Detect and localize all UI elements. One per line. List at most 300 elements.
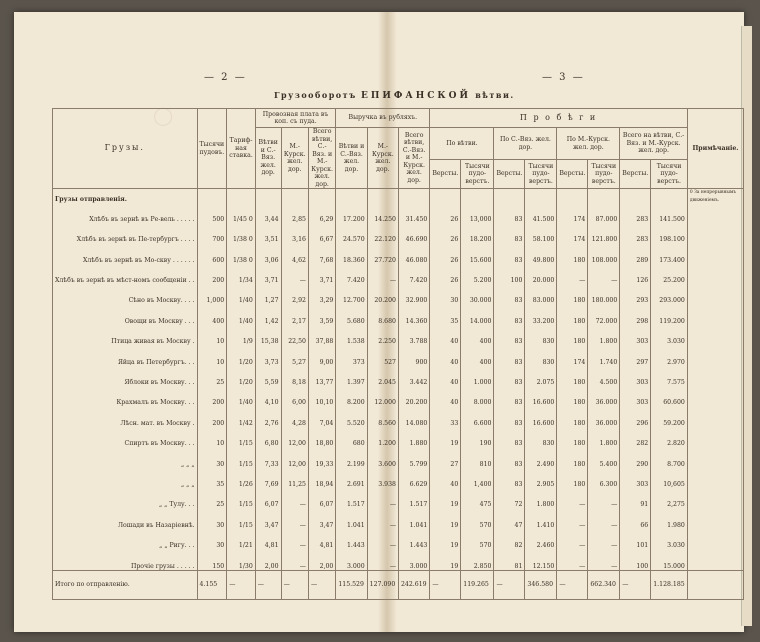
cell-v2: 83 xyxy=(494,468,525,488)
cell-r3: 46.690 xyxy=(399,223,430,243)
cell-r1: 2.199 xyxy=(336,448,367,468)
cell-r2: 3.600 xyxy=(367,448,398,468)
cell-tp: 10 xyxy=(197,427,227,447)
cell-r2: — xyxy=(367,550,398,571)
cell-c3: 9,00 xyxy=(308,346,335,366)
cell-c2: 3,16 xyxy=(281,223,308,243)
cell-r2: 2.045 xyxy=(367,366,398,386)
cell-p3: 1.800 xyxy=(588,325,620,345)
cell-p2: 16.600 xyxy=(525,407,557,427)
cell-tp: 700 xyxy=(197,223,227,243)
cell-p4: 8.700 xyxy=(651,448,688,468)
col-r2: М.-Курск. жел. дор. xyxy=(367,128,398,189)
cell-p3: 36.000 xyxy=(588,387,620,407)
cell-c2: 8,18 xyxy=(281,366,308,386)
cell-tp: 30 xyxy=(197,529,227,549)
col-remarks: Примѣчаніе. xyxy=(687,109,743,189)
cell-v2: 83 xyxy=(494,285,525,305)
cell-r3: 14.080 xyxy=(399,407,430,427)
cell-r2: 12.000 xyxy=(367,387,398,407)
cell-tp: 200 xyxy=(197,264,227,284)
cell-r2: 22.120 xyxy=(367,223,398,243)
cell-r3: 900 xyxy=(399,346,430,366)
cell-p2: 2.905 xyxy=(525,468,557,488)
cell-p3: — xyxy=(588,509,620,529)
cell-c3: 7,04 xyxy=(308,407,335,427)
cell-p1: 5.200 xyxy=(461,264,494,284)
cell-p2: 49.800 xyxy=(525,244,557,264)
cell-c1: 1,42 xyxy=(255,305,281,325)
cell-v3: 180 xyxy=(557,285,588,305)
cell-r2: — xyxy=(367,529,398,549)
cell-r1: 1.443 xyxy=(336,529,367,549)
cell-c3: 3,59 xyxy=(308,305,335,325)
cell-v1: 40 xyxy=(430,387,461,407)
cell-r1: 1.041 xyxy=(336,509,367,529)
cell-p2: 83.000 xyxy=(525,285,557,305)
cell-p1: 2.850 xyxy=(461,550,494,571)
cell-v2: 83 xyxy=(494,325,525,345)
cell-p4: 2.820 xyxy=(651,427,688,447)
col-runs: П р о б ѣ г и xyxy=(430,109,688,128)
cell-p3: 108.000 xyxy=(588,244,620,264)
cell-r3: 7.420 xyxy=(399,264,430,284)
col-c2: М.-Курск. жел. дор. xyxy=(281,128,308,189)
cell-v4: 303 xyxy=(620,325,651,345)
cell-v1: 26 xyxy=(430,244,461,264)
cell-r3: 1.443 xyxy=(399,529,430,549)
col-p3: Тысячи пудо-верстъ. xyxy=(588,160,620,189)
cell-p1: 18.200 xyxy=(461,223,494,243)
cell-v3: 180 xyxy=(557,427,588,447)
col-p2: Тысячи пудо-верстъ. xyxy=(525,160,557,189)
page-number-right: — 3 — xyxy=(542,72,585,83)
cell-v4: — xyxy=(620,571,651,600)
freight-table xyxy=(52,108,744,600)
cell-c2: 6,00 xyxy=(281,387,308,407)
cell-r1: 12.700 xyxy=(336,285,367,305)
cell-c2: — xyxy=(281,529,308,549)
cell-p2: 20.000 xyxy=(525,264,557,284)
col-on-total: Всего на вѣтви, С.-Вяз. и М.-Курск. жел. дор. xyxy=(620,128,688,160)
remark-cell xyxy=(687,244,743,264)
cell-tp: 400 xyxy=(197,305,227,325)
cell-v1: 19 xyxy=(430,488,461,508)
cell-p3: — xyxy=(588,264,620,284)
remark-cell xyxy=(687,488,743,508)
cell-p4: 119.200 xyxy=(651,305,688,325)
cell-c3: 19,33 xyxy=(308,448,335,468)
cell-v2: 83 xyxy=(494,346,525,366)
col-v1: Версты. xyxy=(430,160,461,189)
cell-rate: 1/15 xyxy=(227,488,256,508)
table-row xyxy=(53,366,744,386)
remark-cell xyxy=(687,468,743,488)
cell-v2: 83 xyxy=(494,366,525,386)
open-book xyxy=(14,12,744,632)
cell-v1: 40 xyxy=(430,468,461,488)
cell-rate: 1/38 0 xyxy=(227,244,256,264)
cell-p3: 180.000 xyxy=(588,285,620,305)
cell-c1: 2,00 xyxy=(255,550,281,571)
cell-r1: 1.397 xyxy=(336,366,367,386)
cell-v1: 35 xyxy=(430,305,461,325)
table-row xyxy=(53,509,744,529)
cell-r2: 20.200 xyxy=(367,285,398,305)
cell-r2: — xyxy=(367,509,398,529)
remark-cell xyxy=(687,366,743,386)
cell-r1: 17.200 xyxy=(336,203,367,223)
cell-p1: 1.000 xyxy=(461,366,494,386)
cell-p1: 570 xyxy=(461,529,494,549)
cell-v4: 91 xyxy=(620,488,651,508)
cell-p3: 36.000 xyxy=(588,407,620,427)
cell-c1: 3,51 xyxy=(255,223,281,243)
cell-c2: 4,28 xyxy=(281,407,308,427)
cell-c3: 3,47 xyxy=(308,509,335,529)
cell-c3: 18,80 xyxy=(308,427,335,447)
cell-p2: 346.580 xyxy=(525,571,557,600)
cell-r3: 32.900 xyxy=(399,285,430,305)
cell-p1: 30.000 xyxy=(461,285,494,305)
cell-p2: 58.100 xyxy=(525,223,557,243)
cell-rate: 1/21 xyxy=(227,529,256,549)
cell-r2: 8.560 xyxy=(367,407,398,427)
cell-v4: 303 xyxy=(620,387,651,407)
table-row xyxy=(53,264,744,284)
cell-c1: 6,80 xyxy=(255,427,281,447)
cell-v3: 174 xyxy=(557,346,588,366)
col-on-mk: По М.-Курск. жел. дор. xyxy=(557,128,620,160)
cell-p1: 190 xyxy=(461,427,494,447)
cell-name: Птица живая въ Москву . xyxy=(53,325,198,345)
cell-p2: 830 xyxy=(525,346,557,366)
remark-note: 0 За непрерывнымъ движеніемъ. xyxy=(687,189,743,224)
cell-rate: 1/45 0 xyxy=(227,203,256,223)
cell-p2: 1.410 xyxy=(525,509,557,529)
cell-v1: 19 xyxy=(430,550,461,571)
remark-cell xyxy=(687,387,743,407)
col-on-sv: По С.-Вяз. жел. дор. xyxy=(494,128,557,160)
section-title: Грузы отправленія. xyxy=(53,189,198,204)
cell-r1: 5.680 xyxy=(336,305,367,325)
cell-name: Прочіе грузы . . . . . xyxy=(53,550,198,571)
cell-c3: 13,77 xyxy=(308,366,335,386)
table-row xyxy=(53,468,744,488)
cell-p1: 6.600 xyxy=(461,407,494,427)
cell-r1: 5.520 xyxy=(336,407,367,427)
cell-p3: 5.400 xyxy=(588,448,620,468)
cell-p4: 2.970 xyxy=(651,346,688,366)
cell-v4: 297 xyxy=(620,346,651,366)
cell-v1: 26 xyxy=(430,223,461,243)
cell-p1: 570 xyxy=(461,509,494,529)
cell-v3: — xyxy=(557,509,588,529)
cell-v2: 100 xyxy=(494,264,525,284)
cell-c1: 3,73 xyxy=(255,346,281,366)
cell-r3: 242.619 xyxy=(399,571,430,600)
cell-c2: 12,00 xyxy=(281,427,308,447)
cell-v4: 298 xyxy=(620,305,651,325)
cell-rate: 1/20 xyxy=(227,366,256,386)
cell-v2: 83 xyxy=(494,203,525,223)
cell-p4: 1.980 xyxy=(651,509,688,529)
cell-r1: 115.529 xyxy=(336,571,367,600)
page-title xyxy=(274,90,515,101)
cell-rate: 1/42 xyxy=(227,407,256,427)
cell-r2: 8.680 xyxy=(367,305,398,325)
cell-v2: — xyxy=(494,571,525,600)
remark-cell xyxy=(687,448,743,468)
remark-cell xyxy=(687,407,743,427)
cell-v2: 83 xyxy=(494,448,525,468)
cell-p2: 33.200 xyxy=(525,305,557,325)
table-row xyxy=(53,203,744,223)
col-r3: Всего вѣтви, С.-Вяз. и М.-Курск. жел. дор. xyxy=(399,128,430,189)
col-rev-per-pood: Провозная плата въ коп. съ пуда. xyxy=(255,109,336,128)
col-tariff-rate: Тариф-ная ставка. xyxy=(227,109,256,189)
cell-v3: — xyxy=(557,529,588,549)
cell-r3: 46.080 xyxy=(399,244,430,264)
cell-r3: 1.041 xyxy=(399,509,430,529)
cell-name: Овощи въ Москву . . . xyxy=(53,305,198,325)
cell-r2: 3.938 xyxy=(367,468,398,488)
cell-p2: 12.150 xyxy=(525,550,557,571)
cell-p3: 72.000 xyxy=(588,305,620,325)
cell-p1: 119.265 xyxy=(461,571,494,600)
cell-c3: 6,67 xyxy=(308,223,335,243)
remark-cell xyxy=(687,223,743,243)
cell-v1: 40 xyxy=(430,325,461,345)
cell-name: Яблоки въ Москву. . . xyxy=(53,366,198,386)
cell-c2: 22,50 xyxy=(281,325,308,345)
cell-name: Лѣсн. мат. въ Москву . xyxy=(53,407,198,427)
cell-p4: 198.100 xyxy=(651,223,688,243)
cell-r1: 1.517 xyxy=(336,488,367,508)
cell-name: Спиртъ въ Москву. . . xyxy=(53,427,198,447)
cell-v4: 303 xyxy=(620,468,651,488)
cell-r1: 7.420 xyxy=(336,264,367,284)
cell-v3: 180 xyxy=(557,468,588,488)
cell-tp: 35 xyxy=(197,468,227,488)
cell-p4: 10,605 xyxy=(651,468,688,488)
cell-c2: 12,00 xyxy=(281,448,308,468)
col-thousand-poods: Тысячи пудовъ. xyxy=(197,109,227,189)
cell-v2: 81 xyxy=(494,550,525,571)
cell-p4: 141.500 xyxy=(651,203,688,223)
page-number-left: — 2 — xyxy=(204,72,247,83)
cell-rate: 1/40 xyxy=(227,305,256,325)
cell-c3: — xyxy=(308,571,335,600)
table-row xyxy=(53,448,744,468)
cell-r2: 27.720 xyxy=(367,244,398,264)
table-row xyxy=(53,325,744,345)
cell-name: Итого по отправленію. xyxy=(53,571,198,600)
cell-v3: 180 xyxy=(557,448,588,468)
cell-c1: 5,59 xyxy=(255,366,281,386)
cell-c3: 18,94 xyxy=(308,468,335,488)
remark-cell xyxy=(687,264,743,284)
cell-v2: 83 xyxy=(494,407,525,427)
cell-v4: 296 xyxy=(620,407,651,427)
cell-v3: 174 xyxy=(557,223,588,243)
cell-c1: 4,10 xyxy=(255,387,281,407)
cell-tp: 4.155 xyxy=(197,571,227,600)
cell-r3: 3.788 xyxy=(399,325,430,345)
cell-c3: 6,29 xyxy=(308,203,335,223)
col-v3: Версты. xyxy=(557,160,588,189)
cell-p2: 2.490 xyxy=(525,448,557,468)
remark-cell xyxy=(687,285,743,305)
table-row xyxy=(53,387,744,407)
cell-c3: 37,88 xyxy=(308,325,335,345)
cell-r3: 14.360 xyxy=(399,305,430,325)
cell-p3: — xyxy=(588,529,620,549)
cell-r1: 24.570 xyxy=(336,223,367,243)
cell-r2: 14.250 xyxy=(367,203,398,223)
cell-r3: 3.442 xyxy=(399,366,430,386)
cell-r2: 127.090 xyxy=(367,571,398,600)
col-revenue: Выручка въ рубляхъ. xyxy=(336,109,430,128)
cell-p4: 1.128.185 xyxy=(651,571,688,600)
cell-rate: — xyxy=(227,571,256,600)
cell-p3: — xyxy=(588,550,620,571)
cell-v1: 30 xyxy=(430,285,461,305)
title-part-3: вѣтви. xyxy=(475,90,515,100)
cell-p1: 1,400 xyxy=(461,468,494,488)
table-row xyxy=(53,346,744,366)
cell-rate: 1/15 xyxy=(227,448,256,468)
col-p1: Тысячи пудо-верстъ. xyxy=(461,160,494,189)
cell-v2: 83 xyxy=(494,427,525,447)
cell-v4: 283 xyxy=(620,223,651,243)
remark-cell xyxy=(687,571,743,600)
cell-c1: 7,33 xyxy=(255,448,281,468)
cell-name: Яйца въ Петербургъ. . . xyxy=(53,346,198,366)
cell-tp: 500 xyxy=(197,203,227,223)
cell-tp: 30 xyxy=(197,448,227,468)
cell-name: Хлѣбъ въ зернѣ въ Ре-вель . . . . . xyxy=(53,203,198,223)
cell-v2: 82 xyxy=(494,529,525,549)
cell-v2: 47 xyxy=(494,509,525,529)
cell-p2: 830 xyxy=(525,325,557,345)
cell-c1: — xyxy=(255,571,281,600)
cell-c1: 3,47 xyxy=(255,509,281,529)
cell-p1: 400 xyxy=(461,325,494,345)
cell-c2: 11,25 xyxy=(281,468,308,488)
cell-c1: 4,81 xyxy=(255,529,281,549)
cell-rate: 1/40 xyxy=(227,387,256,407)
title-part-1: Грузооборотъ xyxy=(274,90,357,100)
cell-p4: 60.600 xyxy=(651,387,688,407)
cell-rate: 1/20 xyxy=(227,346,256,366)
cell-v4: 289 xyxy=(620,244,651,264)
table-row xyxy=(53,223,744,243)
cell-r1: 373 xyxy=(336,346,367,366)
cell-c1: 3,06 xyxy=(255,244,281,264)
table-row xyxy=(53,427,744,447)
cell-p3: 1.740 xyxy=(588,346,620,366)
cell-c1: 2,76 xyxy=(255,407,281,427)
cell-p4: 25.200 xyxy=(651,264,688,284)
cell-p3: — xyxy=(588,488,620,508)
cell-r1: 680 xyxy=(336,427,367,447)
cell-tp: 600 xyxy=(197,244,227,264)
cell-v2: 83 xyxy=(494,387,525,407)
cell-c2: — xyxy=(281,571,308,600)
table-row xyxy=(53,244,744,264)
cell-v4: 293 xyxy=(620,285,651,305)
cell-p1: 15.600 xyxy=(461,244,494,264)
cell-c3: 3,29 xyxy=(308,285,335,305)
cell-c2: — xyxy=(281,550,308,571)
cell-v1: 19 xyxy=(430,529,461,549)
cell-r1: 8.200 xyxy=(336,387,367,407)
cell-c2: 2,85 xyxy=(281,203,308,223)
cell-name: „ „ Ригу. . . xyxy=(53,529,198,549)
cell-r1: 3.000 xyxy=(336,550,367,571)
cell-v1: 26 xyxy=(430,203,461,223)
cell-p4: 2,275 xyxy=(651,488,688,508)
cell-p3: 4.500 xyxy=(588,366,620,386)
cell-v4: 101 xyxy=(620,529,651,549)
cell-tp: 30 xyxy=(197,509,227,529)
col-c3: Всего вѣтви, С.-Вяз. и М.-Курск. жел. дор. xyxy=(308,128,335,189)
cell-v4: 303 xyxy=(620,366,651,386)
cell-tp: 200 xyxy=(197,387,227,407)
cell-r2: — xyxy=(367,264,398,284)
cell-c2: 4,62 xyxy=(281,244,308,264)
cell-v3: 180 xyxy=(557,325,588,345)
cell-v4: 283 xyxy=(620,203,651,223)
table-row xyxy=(53,285,744,305)
cell-name: „ „ „ xyxy=(53,468,198,488)
cell-c3: 10,10 xyxy=(308,387,335,407)
cell-p4: 3.030 xyxy=(651,529,688,549)
cell-name: Сѣно въ Москву. . . . xyxy=(53,285,198,305)
cell-name: Лошади въ Назаріевнѣ. xyxy=(53,509,198,529)
cell-tp: 200 xyxy=(197,407,227,427)
cell-v4: 282 xyxy=(620,427,651,447)
cell-r3: 6.629 xyxy=(399,468,430,488)
cell-p1: 400 xyxy=(461,346,494,366)
cell-v4: 100 xyxy=(620,550,651,571)
cell-v3: — xyxy=(557,571,588,600)
remark-cell xyxy=(687,346,743,366)
remark-cell xyxy=(687,427,743,447)
cell-c2: — xyxy=(281,488,308,508)
cell-r3: 3.000 xyxy=(399,550,430,571)
cell-v2: 83 xyxy=(494,305,525,325)
cell-v1: 33 xyxy=(430,407,461,427)
cell-c3: 7,68 xyxy=(308,244,335,264)
cell-p3: 1.800 xyxy=(588,427,620,447)
cell-tp: 1,000 xyxy=(197,285,227,305)
cell-r2: 2.250 xyxy=(367,325,398,345)
cell-c3: 6,07 xyxy=(308,488,335,508)
cell-r1: 1.538 xyxy=(336,325,367,345)
cell-p3: 6.300 xyxy=(588,468,620,488)
cell-c1: 7,69 xyxy=(255,468,281,488)
col-r1: Вѣтви и С.-Вяз. жел. дор. xyxy=(336,128,367,189)
cell-rate: 1/38 0 xyxy=(227,223,256,243)
col-c1: Вѣтви и С.-Вяз. жел. дор. xyxy=(255,128,281,189)
cell-rate: 1/26 xyxy=(227,468,256,488)
cell-r3: 31.450 xyxy=(399,203,430,223)
cell-tp: 25 xyxy=(197,366,227,386)
cell-v1: 26 xyxy=(430,264,461,284)
cell-p2: 1.800 xyxy=(525,488,557,508)
